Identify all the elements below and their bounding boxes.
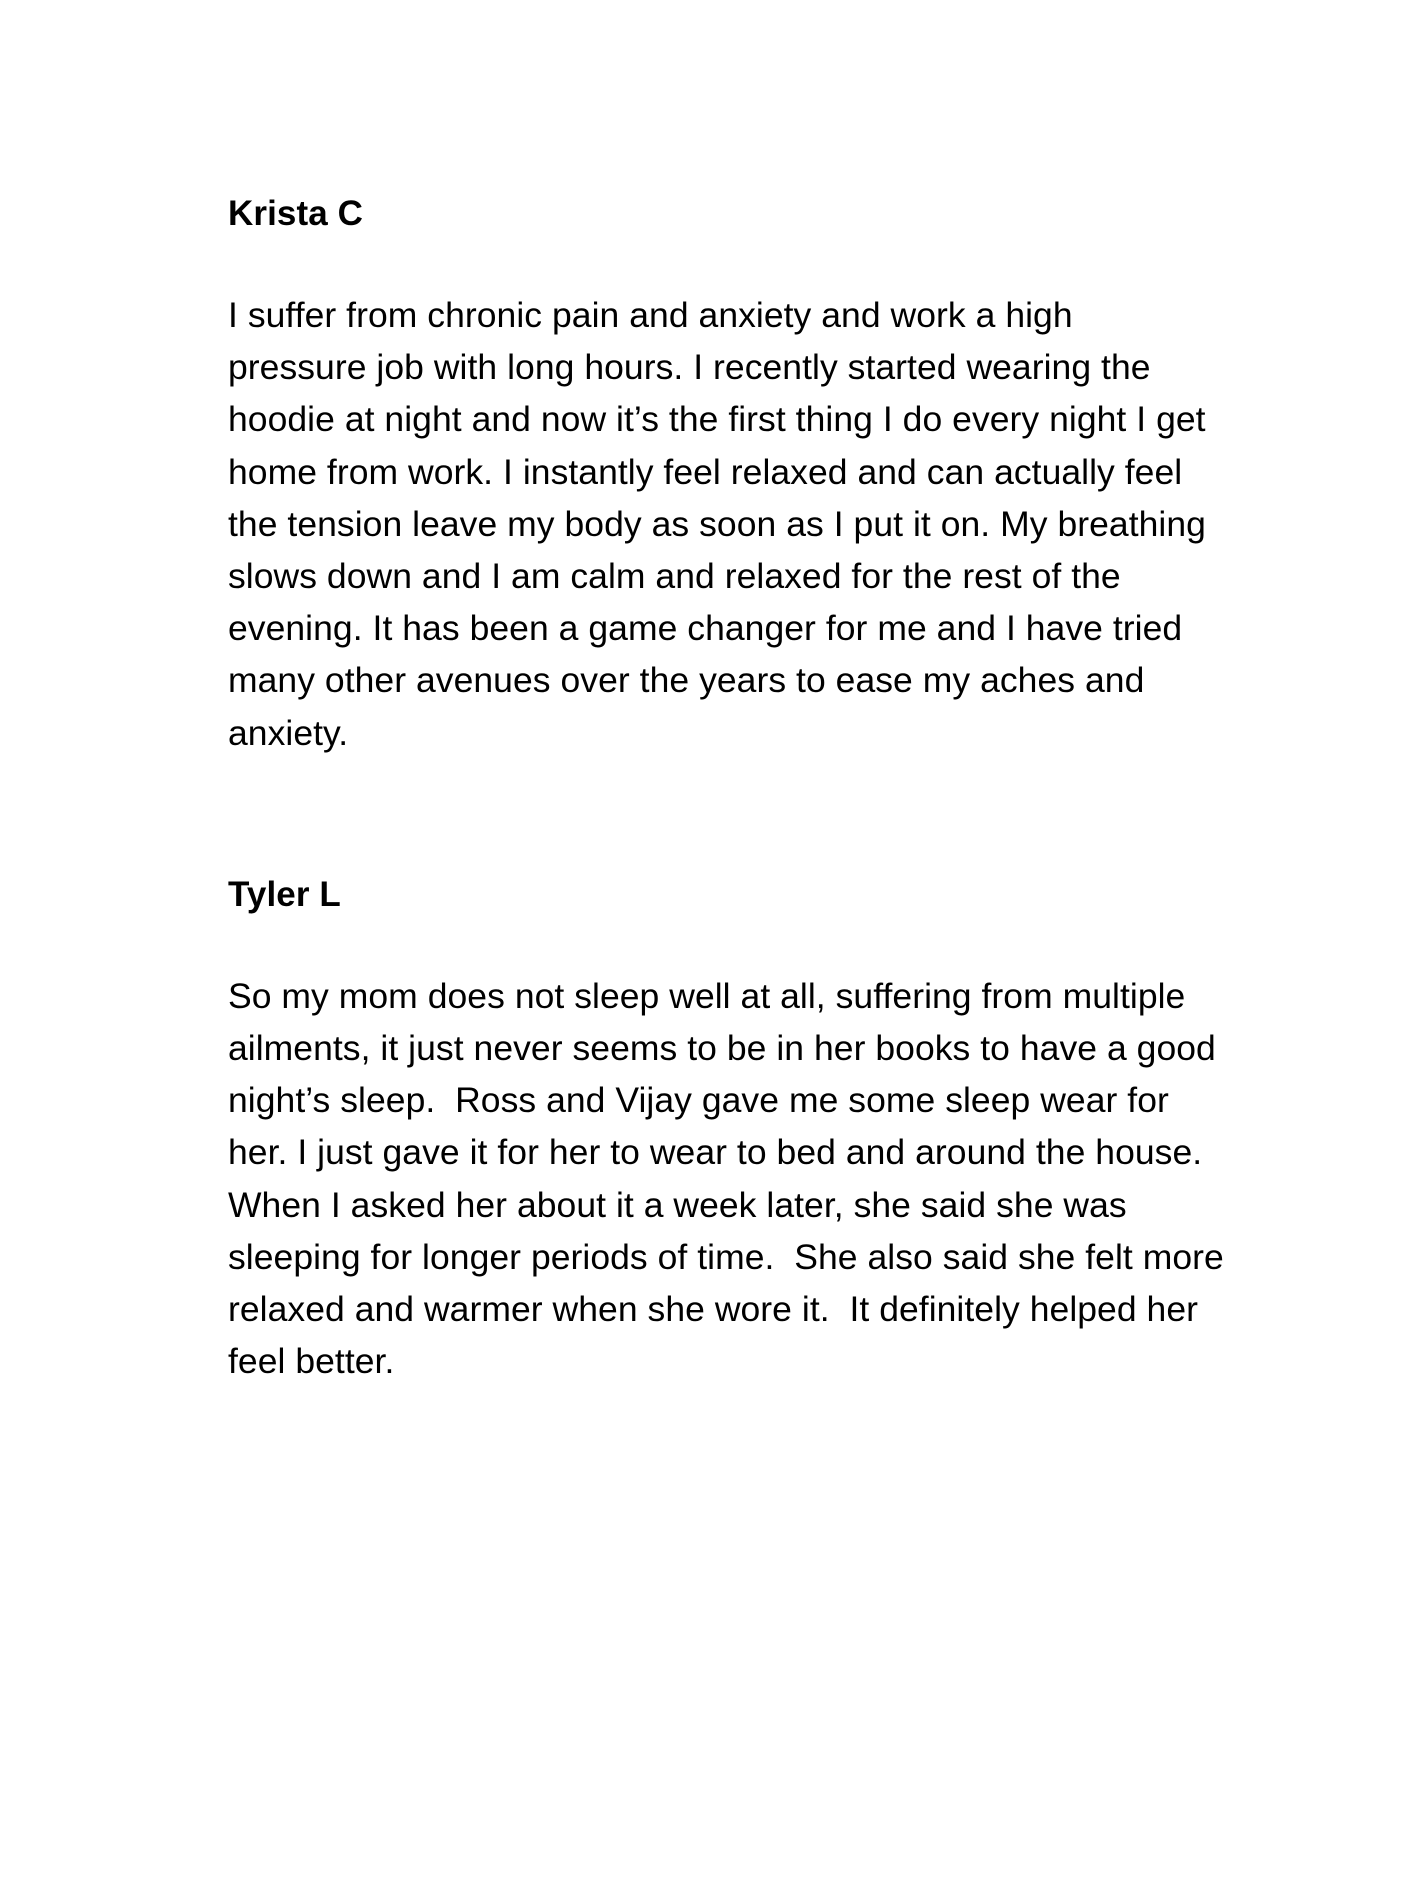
- testimonial-text: I suffer from chronic pain and anxiety and work a high pressure job with long hours. I recently started wearing the hoodie at night and now it’s the first thing I do every night I get home from work. I instantly feel relaxed and can actually feel the tension leave my body as soon as I put it on. My breathing slows down and I am calm and relaxed for the rest of the evening. It has been a game changer for me and I have tried many other avenues over the years to ease my aches and anxiety.: [228, 295, 1216, 753]
- testimonial-entry: [228, 874, 1234, 1388]
- testimonial-text: So my mom does not sleep well at all, suffering from multiple ailments, it just never seems to be in her books to have a good night’s sleep. Ross and Vijay gave me some sleep wear for her. I just gave it for her to wear to bed and around the house. When I asked her about it a week later, she said she was sleeping for longer periods of time. She also said she felt more relaxed and warmer when she wore it. It definitely helped her feel better.: [228, 975, 1234, 1382]
- testimonial-author-name: Tyler L: [228, 874, 341, 914]
- testimonial-entry: [228, 196, 1228, 759]
- testimonial-author-name: Krista C: [228, 194, 364, 233]
- document-body: [228, 194, 1234, 1387]
